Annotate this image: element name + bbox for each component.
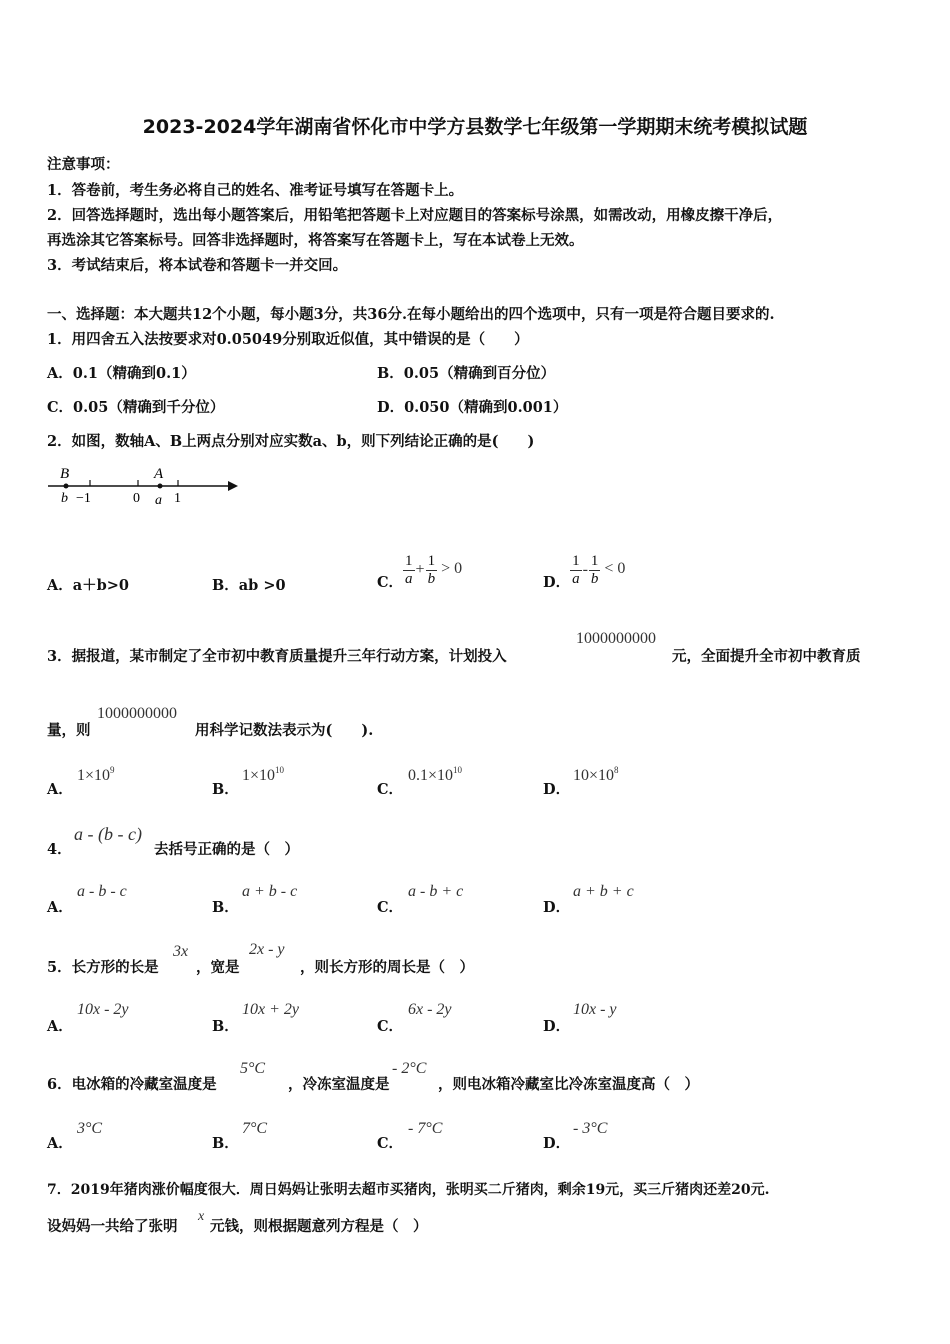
notice-item-2a: 2．回答选择题时，选出每小题答案后，用铅笔把答题卡上对应题目的答案标号涂黑，如需改动，用橡皮擦干净后， [47,207,783,224]
q4-option-a-label: A． [47,899,73,916]
q2-option-d-relation: < 0 [604,560,626,577]
fraction-one-over-b: $\frac{1}{b}$ [427,552,436,587]
q1-option-c: C．0.05（精确到千分位） [47,399,225,416]
q5-option-a-label: A． [47,1018,73,1035]
q7-variable: x [198,1209,205,1224]
page-title: 2023-2024学年湖南省怀化市中学方县数学七年级第一学期期末统考模拟试题 [142,116,808,138]
q3-option-a: $1\times 10^9$ [77,765,115,784]
q6-stem-mid: ，冷冻室温度是 [288,1076,390,1093]
q5-stem-pre: 5．长方形的长是 [47,959,159,976]
point-b [64,484,69,489]
q7-line-2-post: 元钱，则根据题意列方程是（ ） [210,1218,428,1235]
q4-option-c-label: C． [377,899,404,916]
q6-option-b: 7°C [242,1120,268,1137]
tick-label-one: 1 [174,491,181,506]
q2-option-c: C． $\frac{1}{a}$ + $\frac{1}{b}$ > 0 [377,552,463,591]
q3-option-d: $10\times 10^8$ [573,765,619,784]
q4-option-c: a - b + c [408,883,464,900]
q4-option-a: a - b - c [77,883,127,900]
q3-option-c-label: C． [377,781,404,798]
q6-option-c: - 7°C [408,1120,443,1137]
fraction-one-over-a: $\frac{1}{a}$ [405,552,413,587]
label-A: A [154,466,164,482]
q3-option-b-label: B． [212,781,239,798]
q5-option-b-label: B． [212,1018,239,1035]
q5-stem-mid: ，宽是 [196,959,240,976]
q6-option-c-label: C． [377,1135,404,1152]
q4-stem: 去括号正确的是（ ） [154,841,299,858]
q6-option-a-label: A． [47,1135,73,1152]
tick-label-zero: 0 [133,491,140,506]
q7-line-1: 7．2019年猪肉涨价幅度很大．周日妈妈让张明去超市买猪肉，张明买二斤猪肉，剩余19元，买三斤猪肉还差20元. [47,1182,770,1198]
notice-item-3: 3．考试结束后，将本试卷和答题卡一并交回。 [47,257,348,274]
label-B: B [60,466,70,482]
fraction-one-over-a: $\frac{1}{a}$ [572,552,580,587]
q3-line1-post: 元，全面提升全市初中教育质 [672,648,861,665]
notice-item-2b: 再选涂其它答案标号。回答非选择题时，将答案写在答题卡上，写在本试卷上无效。 [47,232,584,249]
q5-option-b: 10x + 2y [242,1001,299,1018]
q3-number-repeat: 1000000000 [97,705,177,722]
q3-line1-pre: 3．据报道，某市制定了全市初中教育质量提升三年行动方案，计划投入 [47,648,507,665]
tick-label-a: a [155,493,162,508]
q5-option-d-label: D． [543,1018,571,1035]
q4-expression: a - (b - c) [74,824,142,844]
q6-option-d: - 3°C [573,1120,608,1137]
q3-option-d-label: D． [543,781,571,798]
q1-option-a: A．0.1（精确到0.1） [47,365,196,382]
q3-line2-pre: 量，则 [47,722,91,739]
section-1-heading: 一、选择题：本大题共12个小题，每小题3分，共36分.在每小题给出的四个选项中，只有一项是符合题目要求的. [47,306,775,323]
q6-temp-fridge: 5°C [240,1060,266,1077]
q4-number: 4． [47,841,72,858]
q4-option-d: a + b + c [573,883,634,900]
q3-option-c: $0.1\times 10^{10}$ [408,765,463,784]
q3-number: 1000000000 [576,630,656,647]
q6-option-a: 3°C [77,1120,103,1137]
point-a [158,484,163,489]
q5-option-c: 6x - 2y [408,1001,452,1018]
q6-temp-freezer: - 2°C [392,1060,427,1077]
q6-option-d-label: D． [543,1135,571,1152]
q6-stem-post: ，则电冰箱冷藏室比冷冻室温度高（ ） [438,1076,699,1093]
q4-option-d-label: D． [543,899,571,916]
q4-option-b: a + b - c [242,883,298,900]
q3-option-b: $1\times 10^{10}$ [242,765,285,784]
q5-stem-post: ，则长方形的周长是（ ） [300,959,474,976]
q2-option-d-label: D． [543,573,571,591]
q2-option-c-relation: > 0 [441,560,463,577]
number-line-figure [44,462,244,510]
q3-option-a-label: A． [47,781,73,798]
q2-option-a: A．a＋b>0 [47,577,130,594]
q4-option-b-label: B． [212,899,239,916]
notice-item-1: 1．答卷前，考生务必将自己的姓名、准考证号填写在答题卡上。 [47,182,464,199]
q5-length: 3x [173,943,189,960]
q1-stem: 1．用四舍五入法按要求对0.05049分别取近似值，其中错误的是（ ） [47,331,529,348]
q2-option-d: D． $\frac{1}{a}$ - $\frac{1}{b}$ < 0 [543,552,626,591]
fraction-one-over-b: $\frac{1}{b}$ [590,552,599,587]
q5-width: 2x - y [249,941,285,958]
q6-option-b-label: B． [212,1135,239,1152]
q6-stem-pre: 6．电冰箱的冷藏室温度是 [47,1076,217,1093]
q5-option-a: 10x - 2y [77,1001,129,1018]
q1-option-b: B．0.05（精确到百分位） [377,365,556,382]
q2-option-c-label: C． [377,573,404,591]
q2-option-b: B．ab >0 [212,577,286,594]
q2-stem: 2．如图，数轴A、B上两点分别对应实数a、b，则下列结论正确的是( ) [47,433,535,450]
notice-heading: 注意事项： [47,156,120,173]
number-line-arrow [228,481,238,491]
q3-line2-post: 用科学记数法表示为( ). [195,722,374,739]
tick-label-minus-one: −1 [76,491,91,506]
q1-option-d: D．0.050（精确到0.001） [377,399,568,416]
q5-option-d: 10x - y [573,1001,617,1018]
tick-label-b: b [61,491,68,506]
q7-line-2-pre: 设妈妈一共给了张明 [47,1218,178,1235]
q5-option-c-label: C． [377,1018,404,1035]
